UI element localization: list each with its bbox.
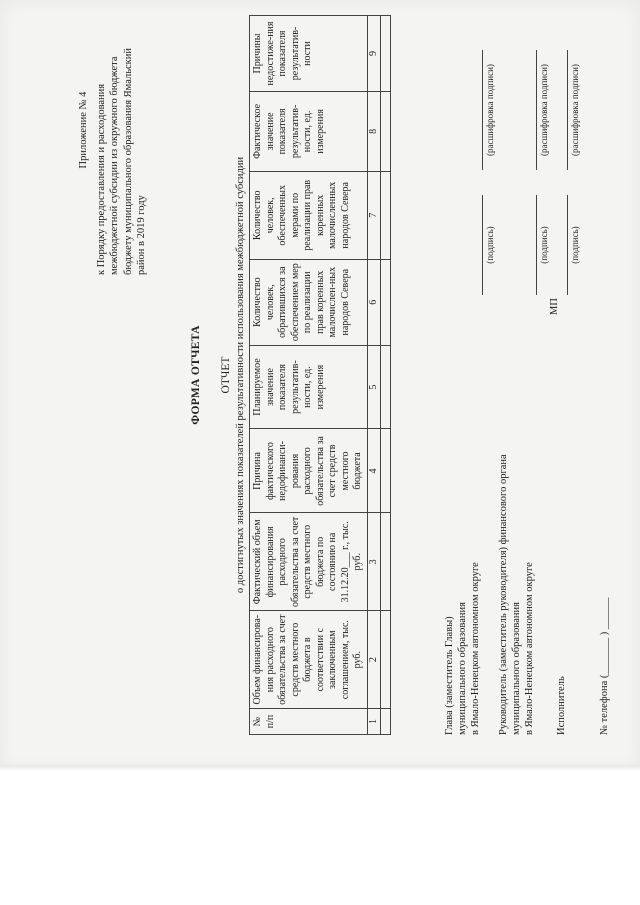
report-table — [249, 15, 391, 735]
table-header-row — [250, 16, 368, 735]
index-cell: 3 — [367, 513, 381, 611]
head-decode-line: (расшифровка подписи) — [482, 50, 497, 170]
index-cell: 5 — [367, 345, 381, 429]
rotated-document — [25, 5, 615, 745]
header-cell-actual-funding: Фактический объем финансирования расходного обязательства за счет средств местного бюджета по состоянию на 31.12.20___ г., тыс. руб. — [250, 513, 368, 611]
head-line: муниципального образования — [457, 602, 468, 735]
empty-cell — [381, 91, 391, 171]
appendix-block — [77, 5, 149, 275]
executor-label: Исполнитель — [556, 676, 567, 735]
appendix-number: Приложение № 4 — [78, 91, 89, 169]
page-edge-shadow — [0, 765, 640, 771]
appendix-line: район в 2019 году — [136, 195, 147, 275]
index-cell: 4 — [367, 429, 381, 513]
form-title: ФОРМА ОТЧЕТА — [190, 325, 202, 425]
index-cell: 7 — [367, 171, 381, 259]
table-empty-row — [381, 16, 391, 735]
appendix-line: бюджету муниципального образования Ямальский — [122, 47, 134, 275]
executor-decode-line: (расшифровка подписи) — [567, 50, 582, 170]
executor-signature-line: (подпись) — [567, 195, 582, 295]
report-title: ОТЧЕТ — [220, 356, 232, 394]
empty-cell — [381, 429, 391, 513]
empty-cell — [381, 259, 391, 345]
stamp-place-label: МП — [549, 298, 560, 315]
header-cell-number: № п/п — [250, 709, 368, 735]
index-cell: 6 — [367, 259, 381, 345]
header-cell-applicants: Количество человек, обратившихся за обеспечением мер по реализации прав коренных малочислен-ных народов Севера — [250, 259, 368, 345]
appendix-line: межбюджетной субсидии из окружного бюджета — [109, 56, 120, 275]
appendix-line: к Порядку предоставления и расходования — [95, 83, 107, 275]
index-cell: 1 — [367, 709, 381, 735]
phone-label: № телефона (_______ ) ______ — [599, 597, 610, 735]
empty-cell — [381, 16, 391, 92]
header-cell-underfunding-reason: Причина фактического недофинанси-рования расходного обязательства за счет средств местного бюджета — [250, 429, 368, 513]
header-cell-planned-indicator: Планируемое значение показателя результатив-ности, ед. измерения — [250, 345, 368, 429]
empty-cell — [381, 513, 391, 611]
table-index-row — [367, 16, 381, 735]
index-cell: 2 — [367, 611, 381, 709]
header-cell-provided: Количество человек, обеспеченных мерами по реализации прав коренных малочисленных народов Севера — [250, 171, 368, 259]
finance-decode-line: (расшифровка подписи) — [536, 50, 551, 170]
empty-cell — [381, 171, 391, 259]
empty-cell — [381, 345, 391, 429]
head-signatory — [443, 405, 482, 735]
header-cell-actual-indicator: Фактическое значение показателя результатив-ности, ед. измерения — [250, 91, 368, 171]
finance-signature-line: (подпись) — [536, 195, 551, 295]
head-line: в Ямало-Ненецком автономном округе — [470, 562, 481, 735]
index-cell: 9 — [367, 16, 381, 92]
finance-line: в Ямало-Ненецком автономном округе — [524, 562, 535, 735]
index-cell: 8 — [367, 91, 381, 171]
head-signature-line: (подпись) — [482, 195, 497, 295]
header-cell-planned-funding: Объем финансирова-ния расходного обязательства за счет средств местного бюджета в соответствии с заключенным соглашением, тыс. руб. — [250, 611, 368, 709]
finance-line: Руководитель (заместитель руководителя) финансового органа — [498, 454, 509, 735]
finance-line: муниципального образования — [511, 602, 522, 735]
empty-cell — [381, 709, 391, 735]
header-cell-failure-reasons: Причины недостиже-ния показателя результатив-ности — [250, 16, 368, 92]
report-subtitle: о достигнутых значениях показателей результативности использования межбюджетной субсидии — [235, 156, 246, 594]
finance-signatory — [497, 405, 536, 735]
empty-cell — [381, 611, 391, 709]
head-line: Глава (заместитель Главы) — [444, 616, 455, 735]
